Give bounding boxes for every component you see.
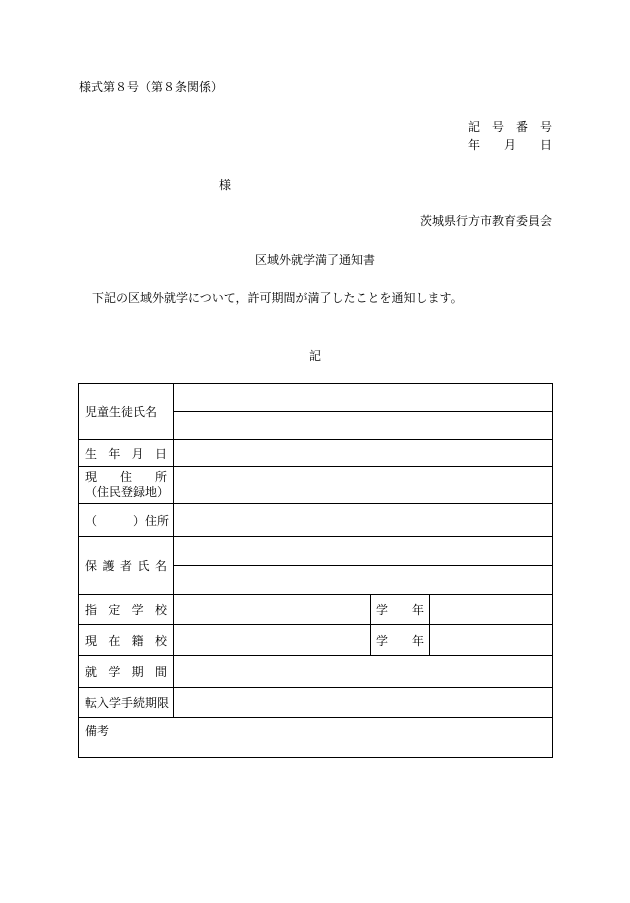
row-other-address xyxy=(79,504,553,537)
current-grade-field xyxy=(430,625,553,656)
deadline-field xyxy=(174,688,553,718)
body-text: 下記の区域外就学について，許可期間が満了したことを通知します。 xyxy=(92,291,463,305)
designated-school-label: 指 定 学 校 xyxy=(79,595,174,625)
row-designated-school xyxy=(79,595,553,625)
document-date: 年 月 日 xyxy=(467,138,552,152)
guardian-field xyxy=(174,537,553,595)
designated-grade-label: 学 年 xyxy=(371,595,430,625)
deadline-label: 転入学手続期限 xyxy=(79,688,174,718)
row-birthdate xyxy=(79,440,553,467)
form-number: 様式第８号（第８条関係） xyxy=(79,80,224,94)
row-student-name xyxy=(79,384,553,440)
birthdate-label: 生 年 月 日 xyxy=(79,440,174,467)
document-title: 区域外就学満了通知書 xyxy=(254,253,375,267)
birthdate-field xyxy=(174,440,553,467)
guardian-furigana-line xyxy=(174,543,552,566)
row-remarks xyxy=(79,718,553,758)
other-address-label: （ ）住所 xyxy=(79,504,174,537)
row-address xyxy=(79,467,553,504)
student-name-furigana-line xyxy=(174,389,552,412)
current-school-field xyxy=(174,625,371,656)
student-name-field xyxy=(174,384,553,440)
row-period xyxy=(79,656,553,688)
address-label: 現 住 所 （住民登録地） xyxy=(79,467,174,504)
student-name-line xyxy=(174,412,552,434)
designated-grade-field xyxy=(430,595,553,625)
row-deadline xyxy=(79,688,553,718)
document-number: 記 号 番 号 xyxy=(467,120,552,134)
student-name-label: 児童生徒氏名 xyxy=(79,384,174,440)
guardian-label: 保 護 者 氏 名 xyxy=(79,537,174,595)
notification-form-table xyxy=(78,383,553,758)
remarks-label: 備考 xyxy=(79,718,553,758)
address-field xyxy=(174,467,553,504)
ki-heading: 記 xyxy=(308,349,321,363)
issuer: 茨城県行方市教育委員会 xyxy=(419,214,552,228)
period-label: 就 学 期 間 xyxy=(79,656,174,688)
other-address-field xyxy=(174,504,553,537)
period-field xyxy=(174,656,553,688)
guardian-name-line xyxy=(174,566,552,588)
designated-school-field xyxy=(174,595,371,625)
addressee-suffix: 様 xyxy=(219,178,232,192)
row-guardian xyxy=(79,537,553,595)
current-school-label: 現 在 籍 校 xyxy=(79,625,174,656)
row-current-school xyxy=(79,625,553,656)
current-grade-label: 学 年 xyxy=(371,625,430,656)
